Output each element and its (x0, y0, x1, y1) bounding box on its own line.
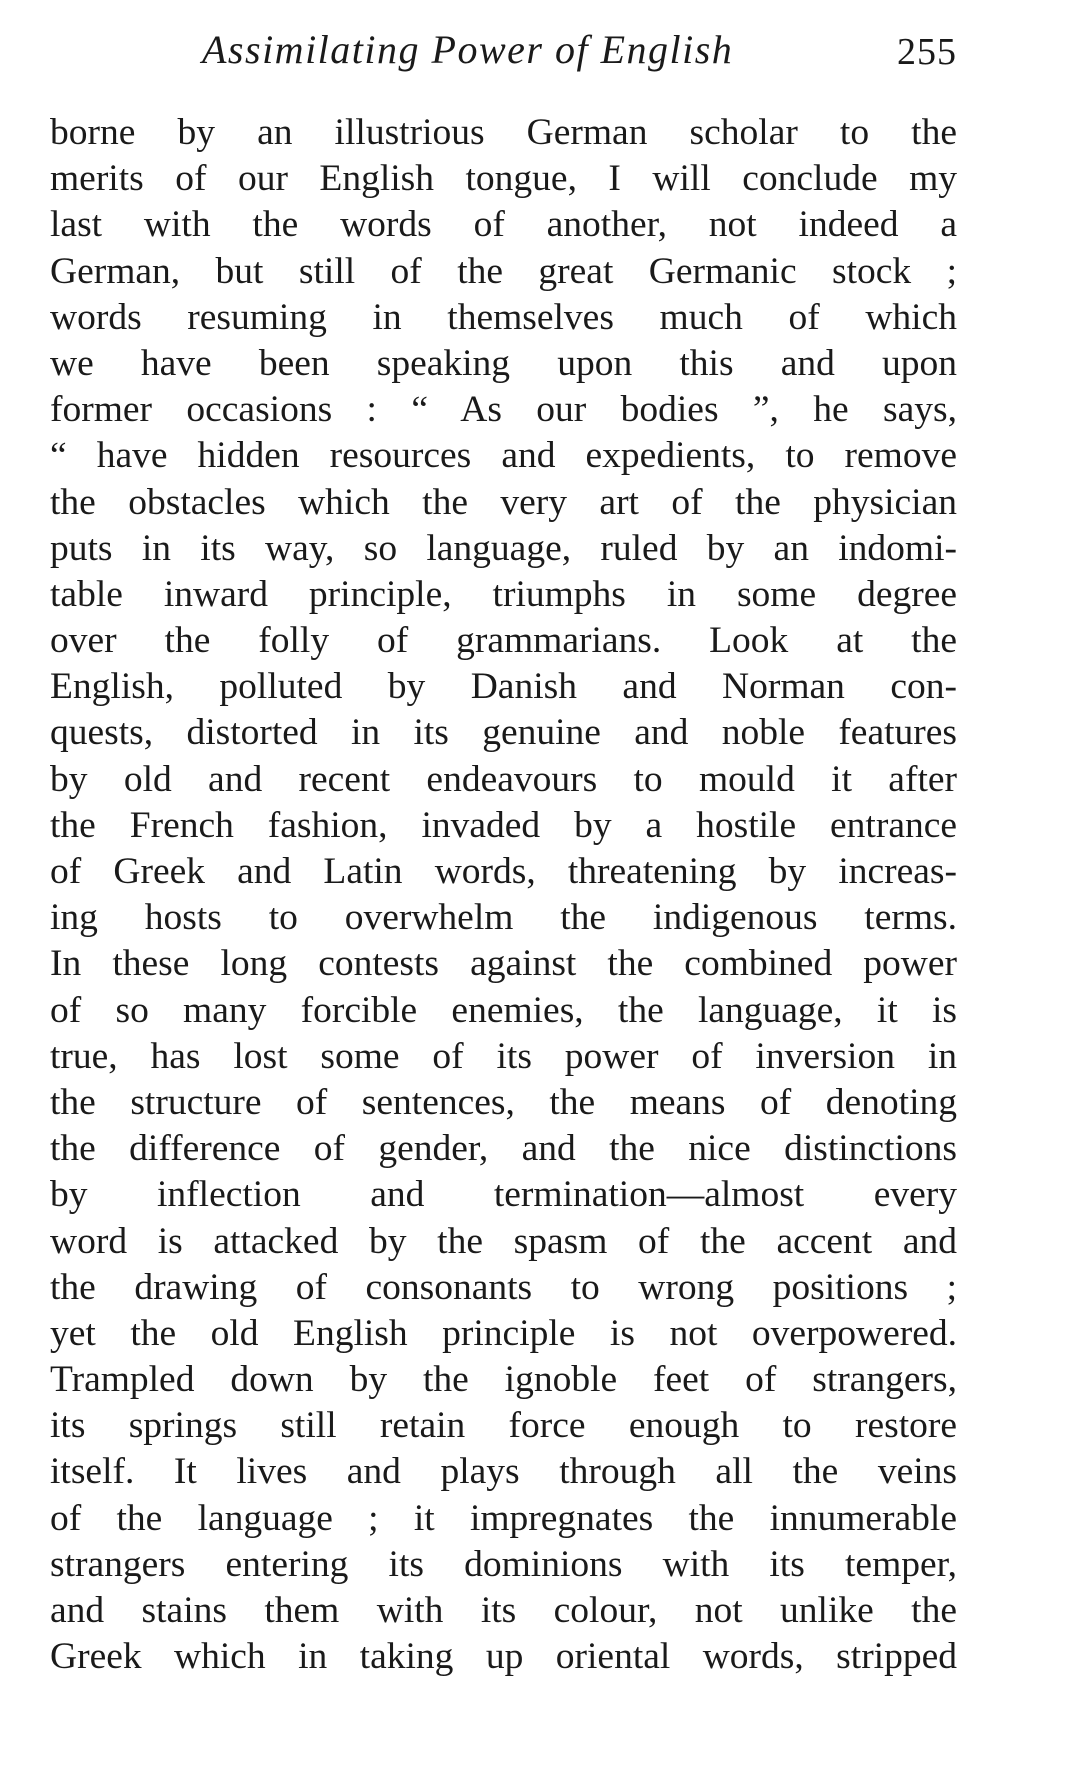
body-text (50, 110, 957, 1680)
text-line: by old and recent endeavours to mould it after (50, 758, 957, 800)
running-head (52, 22, 957, 82)
text-line: over the folly of grammarians. Look at the (50, 620, 957, 662)
text-line: itself. It lives and plays through all the veins (50, 1451, 957, 1493)
text-line: English, polluted by Danish and Norman con- (50, 666, 957, 708)
text-line: by inflection and termination—almost every (50, 1174, 957, 1216)
text-line: we have been speaking upon this and upon (50, 342, 957, 384)
text-line: its springs still retain force enough to restore (50, 1405, 957, 1447)
text-line: German, but still of the great Germanic stock ; (50, 250, 957, 292)
text-line: “ have hidden resources and expedients, to remove (50, 435, 957, 477)
text-line: true, has lost some of its power of inversion in (50, 1035, 957, 1077)
text-line: table inward principle, triumphs in some degree (50, 573, 957, 615)
text-line: the drawing of consonants to wrong positions ; (50, 1266, 957, 1308)
text-line: strangers entering its dominions with its temper, (50, 1543, 957, 1585)
text-line: Trampled down by the ignoble feet of strangers, (50, 1359, 957, 1401)
text-line: word is attacked by the spasm of the accent and (50, 1220, 957, 1262)
running-title: Assimilating Power of English (202, 27, 734, 72)
text-line: last with the words of another, not indeed a (50, 204, 957, 246)
page-number: 255 (897, 31, 957, 73)
text-line: the French fashion, invaded by a hostile entrance (50, 804, 957, 846)
text-line: quests, distorted in its genuine and noble features (50, 712, 957, 754)
text-line: Greek which in taking up oriental words, stripped (50, 1636, 957, 1678)
text-line: of so many forcible enemies, the language, it is (50, 989, 957, 1031)
text-line: borne by an illustrious German scholar to the (50, 112, 957, 153)
text-line: of Greek and Latin words, threatening by increas- (50, 851, 957, 892)
text-line: former occasions : “ As our bodies ”, he says, (50, 389, 957, 431)
text-line: merits of our English tongue, I will conclude my (50, 158, 957, 200)
text-line: the structure of sentences, the means of denoting (50, 1081, 957, 1123)
text-line: and stains them with its colour, not unlike the (50, 1590, 957, 1631)
text-line: ing hosts to overwhelm the indigenous terms. (50, 897, 957, 939)
text-line: yet the old English principle is not overpowered. (50, 1312, 957, 1354)
text-line: puts in its way, so language, ruled by an indomi- (50, 527, 957, 569)
text-line: the difference of gender, and the nice distinctions (50, 1128, 957, 1170)
text-line: of the language ; it impregnates the innumerable (50, 1497, 957, 1539)
text-line: words resuming in themselves much of which (50, 296, 957, 338)
text-line: In these long contests against the combined power (50, 943, 957, 985)
text-line: the obstacles which the very art of the physician (50, 481, 957, 523)
